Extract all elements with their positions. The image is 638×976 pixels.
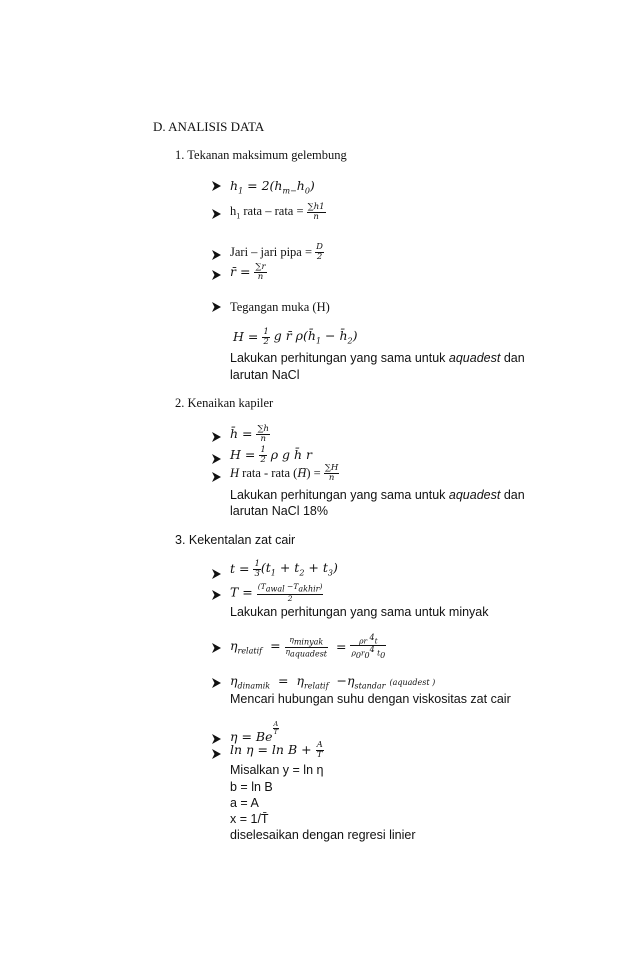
formula-jari-jari: Jari – jari pipa = $\frac{D}{2}$ [230,242,323,262]
arrow-bullet-icon [212,432,221,442]
arrow-bullet-icon [212,590,221,600]
arrow-bullet-icon [212,209,221,219]
note-aquadest-1b: larutan NaCl [230,368,300,382]
b-line: b = ln B [230,780,273,794]
formula-h1-rata: $h_1$ rata – rata = $\frac{\sum h1}{n}$ [230,202,325,222]
formula-t-mean: t = $\frac{1}{3}$ $(t_1 + t_2 + t_3)$ [230,559,338,579]
note-minyak: Lakukan perhitungan yang sama untuk minyak [230,605,489,619]
subsection-title-1: 1. Tekanan maksimum gelembung [175,148,347,162]
arrow-bullet-icon [212,302,221,312]
arrow-bullet-icon [212,749,221,759]
formula-T-mean: T = $\frac{(T_{awal} -T_{akhir})}{2}$ [230,582,323,603]
arrow-bullet-icon [212,250,221,260]
note-aquadest-1a: Lakukan perhitungan yang sama untuk aquadest dan [230,351,525,365]
formula-h-bar: h̄ = $\frac{\sum h}{n}$ [230,424,270,444]
arrow-bullet-icon [212,270,221,280]
formula-H-kapiler: H = $\frac{1}{2}$ ρ g h̄ r [230,445,313,465]
note-hubungan: Mencari hubungan suhu dengan viskositas zat cair [230,692,511,706]
arrow-bullet-icon [212,472,221,482]
arrow-bullet-icon [212,569,221,579]
subsection-title-3: 3. Kekentalan zat cair [175,533,296,547]
formula-eta-arrhenius: η = Be $\frac{A}{T}$ [230,720,279,744]
note-aquadest-2a: Lakukan perhitungan yang sama untuk aquadest dan [230,488,525,502]
arrow-bullet-icon [212,454,221,464]
formula-eta-relatif: $\eta_{relatif}$ = $\frac{\eta_{minyak}}{\eta_{aquadest}}$ = $\frac{\rho r ^4t}{\rho_0r_0^4 t_0}$ [230,633,386,661]
misalkan-line: Misalkan y = ln η [230,763,324,777]
regresi-line: diselesaikan dengan regresi linier [230,828,416,842]
label-tegangan-muka: Tegangan muka (H) [230,300,330,314]
x-line: x = 1/T̄ [230,812,269,826]
formula-h1: $h_1 = 2(h_{m-}h_0)$ [230,178,315,196]
formula-H-rata: H rata - rata (H̄) = $\frac{\sum H}{n}$ [230,463,339,483]
arrow-bullet-icon [212,678,221,688]
a-line: a = A [230,796,259,810]
subsection-title-2: 2. Kenaikan kapiler [175,396,274,410]
section-heading: D. ANALISIS DATA [153,119,265,134]
formula-ln-eta: ln η = ln B + $\frac{A}{T}$ [230,740,323,760]
arrow-bullet-icon [212,181,221,191]
arrow-bullet-icon [212,734,221,744]
arrow-bullet-icon [212,643,221,653]
formula-eta-dinamik: $\eta_{dinamik} = \eta_{relatif} -\eta_{standar}$ (aquadest ) [230,673,436,691]
formula-r-bar: r̄ = $\frac{\sum r}{n}$ [230,262,266,282]
note-aquadest-2b: larutan NaCl 18% [230,504,328,518]
formula-tegangan-muka: H = $\frac{1}{2}$ g r̄ $\rho(h̄_1$ − $h̄_2$) [233,327,358,347]
